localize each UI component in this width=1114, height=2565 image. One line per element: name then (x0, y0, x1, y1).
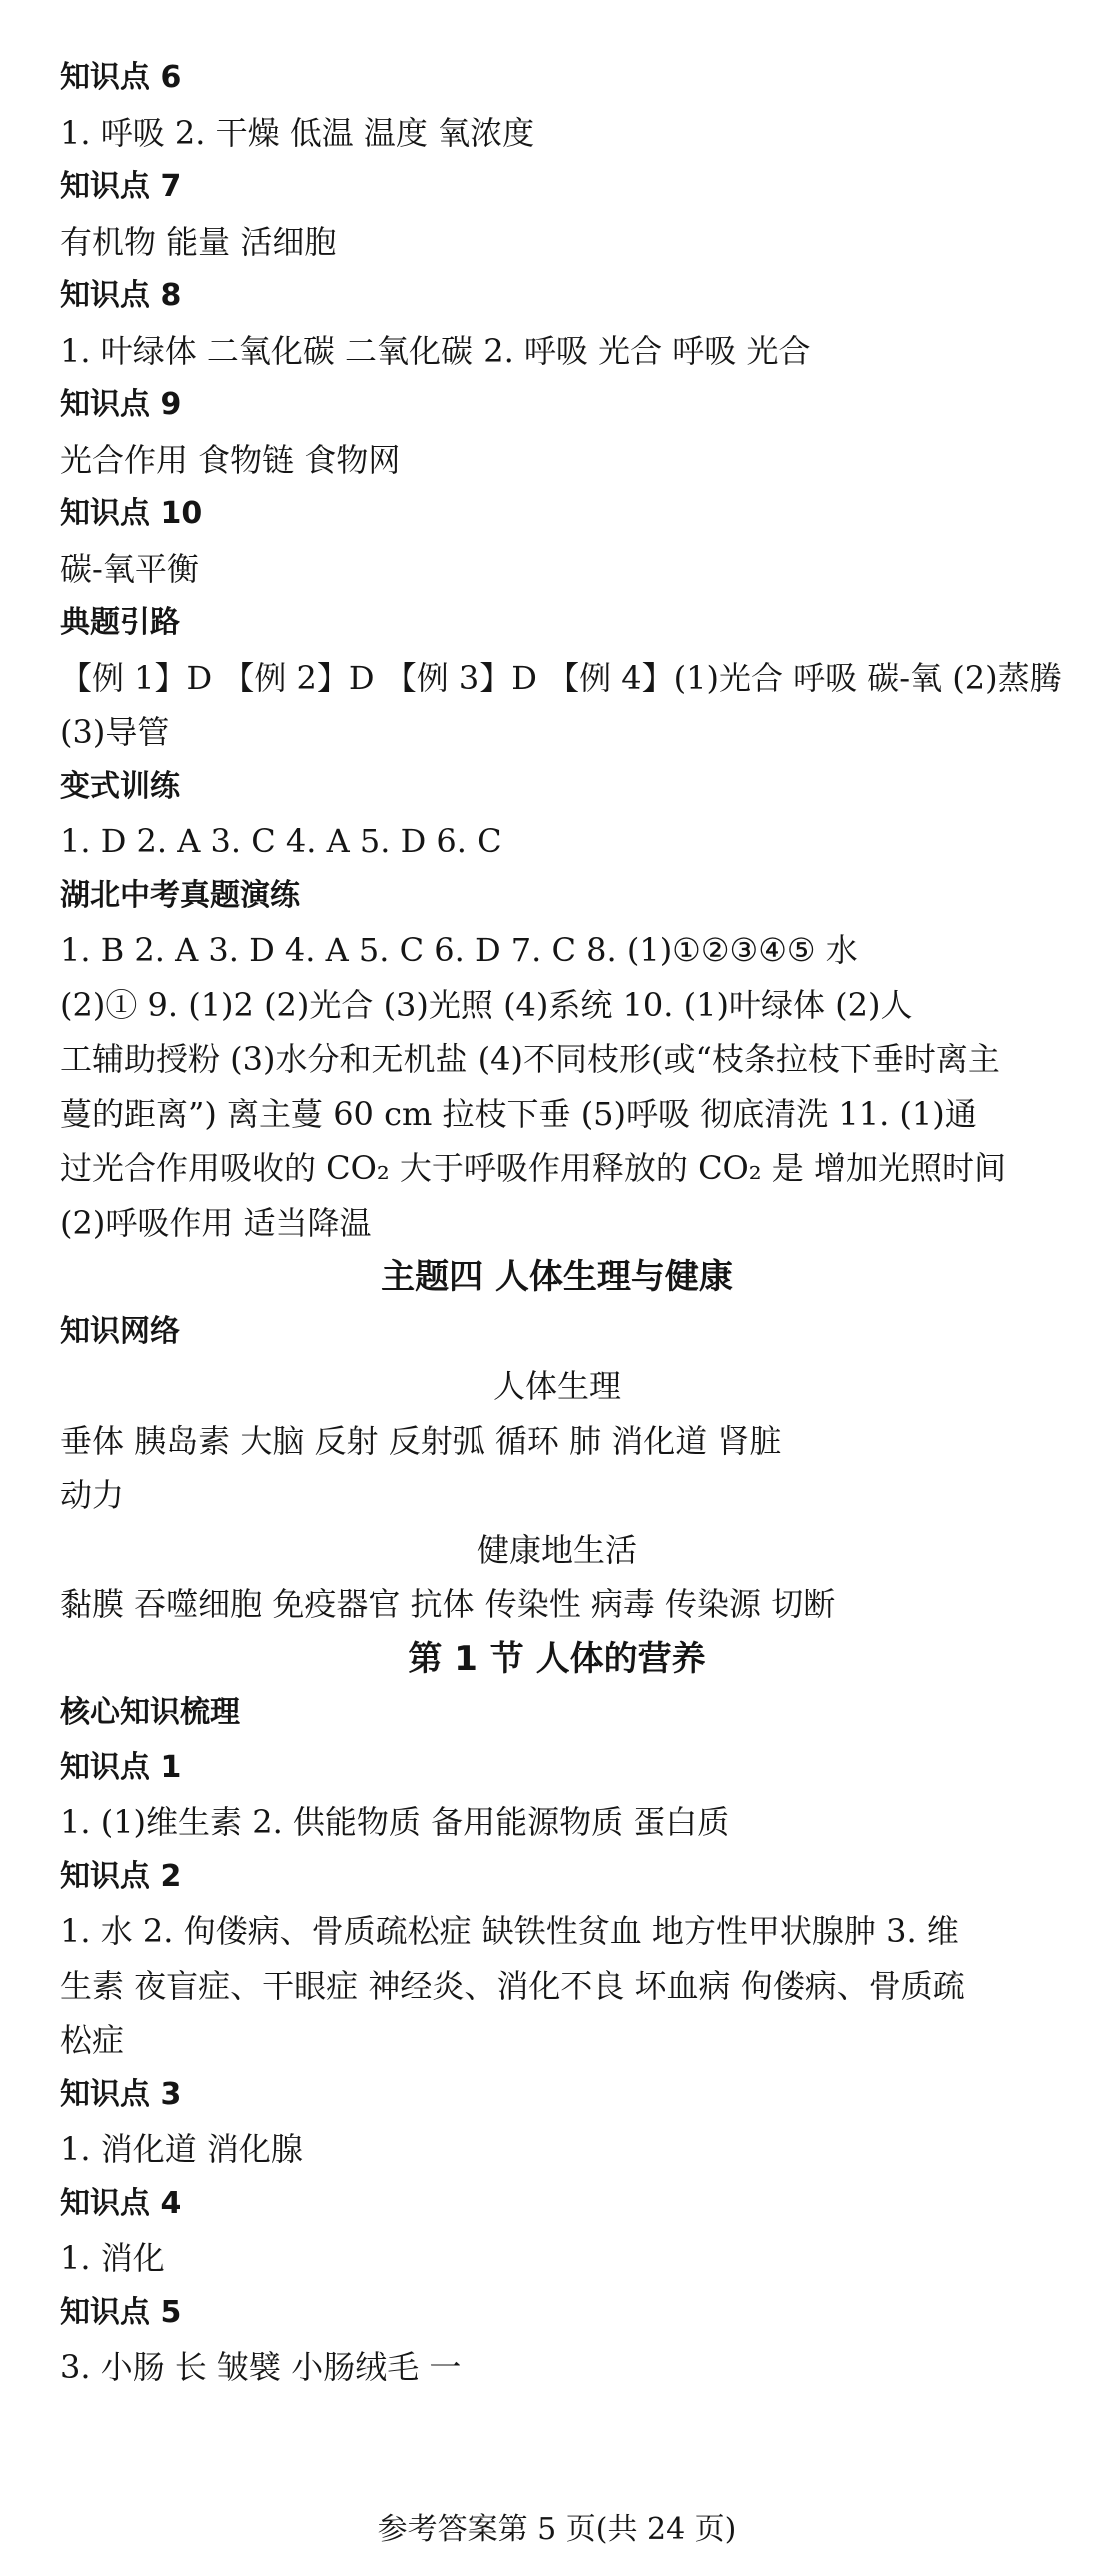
answer-line: 【例 1】D 【例 2】D 【例 3】D 【例 4】(1)光合 呼吸 碳-氧 (2)蒸腾 (60, 658, 1062, 697)
answer-line: 3. 小肠 长 皱襞 小肠绒毛 一 (60, 2348, 462, 2386)
answer-line: 光合作用 食物链 食物网 (60, 440, 401, 479)
answer-line: (2)呼吸作用 适当降温 (60, 1203, 372, 1242)
answer-line: 1. D 2. A 3. C 4. A 5. D 6. C (60, 822, 502, 860)
answer-line: 1. 叶绿体 二氧化碳 二氧化碳 2. 呼吸 光合 呼吸 光合 (60, 331, 811, 370)
answer-line: 1. 水 2. 佝偻病、骨质疏松症 缺铁性贫血 地方性甲状腺肿 3. 维 (60, 1912, 959, 1950)
section-heading: 典题引路 (60, 605, 180, 640)
answer-line: 工辅助授粉 (3)水分和无机盐 (4)不同枝形(或“枝条拉枝下垂时离主 (60, 1040, 1000, 1078)
answer-line: 黏膜 吞噬细胞 免疫器官 抗体 传染性 病毒 传染源 切断 (60, 1585, 836, 1623)
section-heading: 知识点 9 (60, 387, 182, 422)
answer-line: 动力 (60, 1476, 125, 1514)
subheading: 人体生理 (492, 1367, 621, 1405)
answer-line: 1. B 2. A 3. D 4. A 5. C 6. D 7. C 8. (1)①②③④⑤ 水 (60, 931, 858, 969)
section-heading: 知识点 8 (60, 278, 182, 313)
answer-line: 垂体 胰岛素 大脑 反射 反射弧 循环 肺 消化道 肾脏 (60, 1421, 782, 1460)
page-footer: 参考答案第 5 页(共 24 页) (377, 2512, 737, 2547)
answer-line: 1. 消化道 消化腺 (60, 2130, 303, 2168)
section-heading: 知识点 10 (60, 496, 203, 531)
section-heading: 核心知识梳理 (60, 1695, 240, 1730)
answer-line: 1. 呼吸 2. 干燥 低温 温度 氧浓度 (60, 113, 535, 152)
answer-line: 有机物 能量 活细胞 (60, 222, 337, 261)
subheading: 健康地生活 (476, 1530, 637, 1569)
answer-line: 松症 (60, 2021, 125, 2059)
answer-line: 碳-氧平衡 (60, 549, 199, 588)
answer-line: 过光合作用吸收的 CO₂ 大于呼吸作用释放的 CO₂ 是 增加光照时间 (60, 1149, 1006, 1187)
section-heading: 变式训练 (60, 768, 180, 804)
section-heading: 知识点 3 (60, 2076, 182, 2112)
section-heading: 知识点 4 (60, 2185, 182, 2221)
answer-line: 1. (1)维生素 2. 供能物质 备用能源物质 蛋白质 (60, 1803, 730, 1841)
section-heading: 知识点 6 (60, 60, 182, 95)
answer-line: (2)① 9. (1)2 (2)光合 (3)光照 (4)系统 10. (1)叶绿体 (2)人 (60, 985, 913, 1024)
answer-line: 生素 夜盲症、干眼症 神经炎、消化不良 坏血病 佝偻病、骨质疏 (60, 1966, 965, 2005)
answer-line: 蔓的距离”) 离主蔓 60 cm 拉枝下垂 (5)呼吸 彻底清洗 11. (1)通 (60, 1094, 977, 1133)
section-heading: 湖北中考真题演练 (60, 877, 300, 913)
section-heading: 知识点 1 (60, 1749, 182, 1785)
section-heading: 知识网络 (60, 1313, 180, 1349)
section-title: 第 1 节 人体的营养 (408, 1638, 706, 1679)
answer-line: 1. 消化 (60, 2239, 165, 2277)
answer-line: (3)导管 (60, 713, 170, 751)
section-heading: 知识点 5 (60, 2294, 182, 2330)
section-title: 主题四 人体生理与健康 (381, 1257, 733, 1297)
section-heading: 知识点 7 (60, 169, 182, 204)
section-heading: 知识点 2 (60, 1858, 182, 1894)
